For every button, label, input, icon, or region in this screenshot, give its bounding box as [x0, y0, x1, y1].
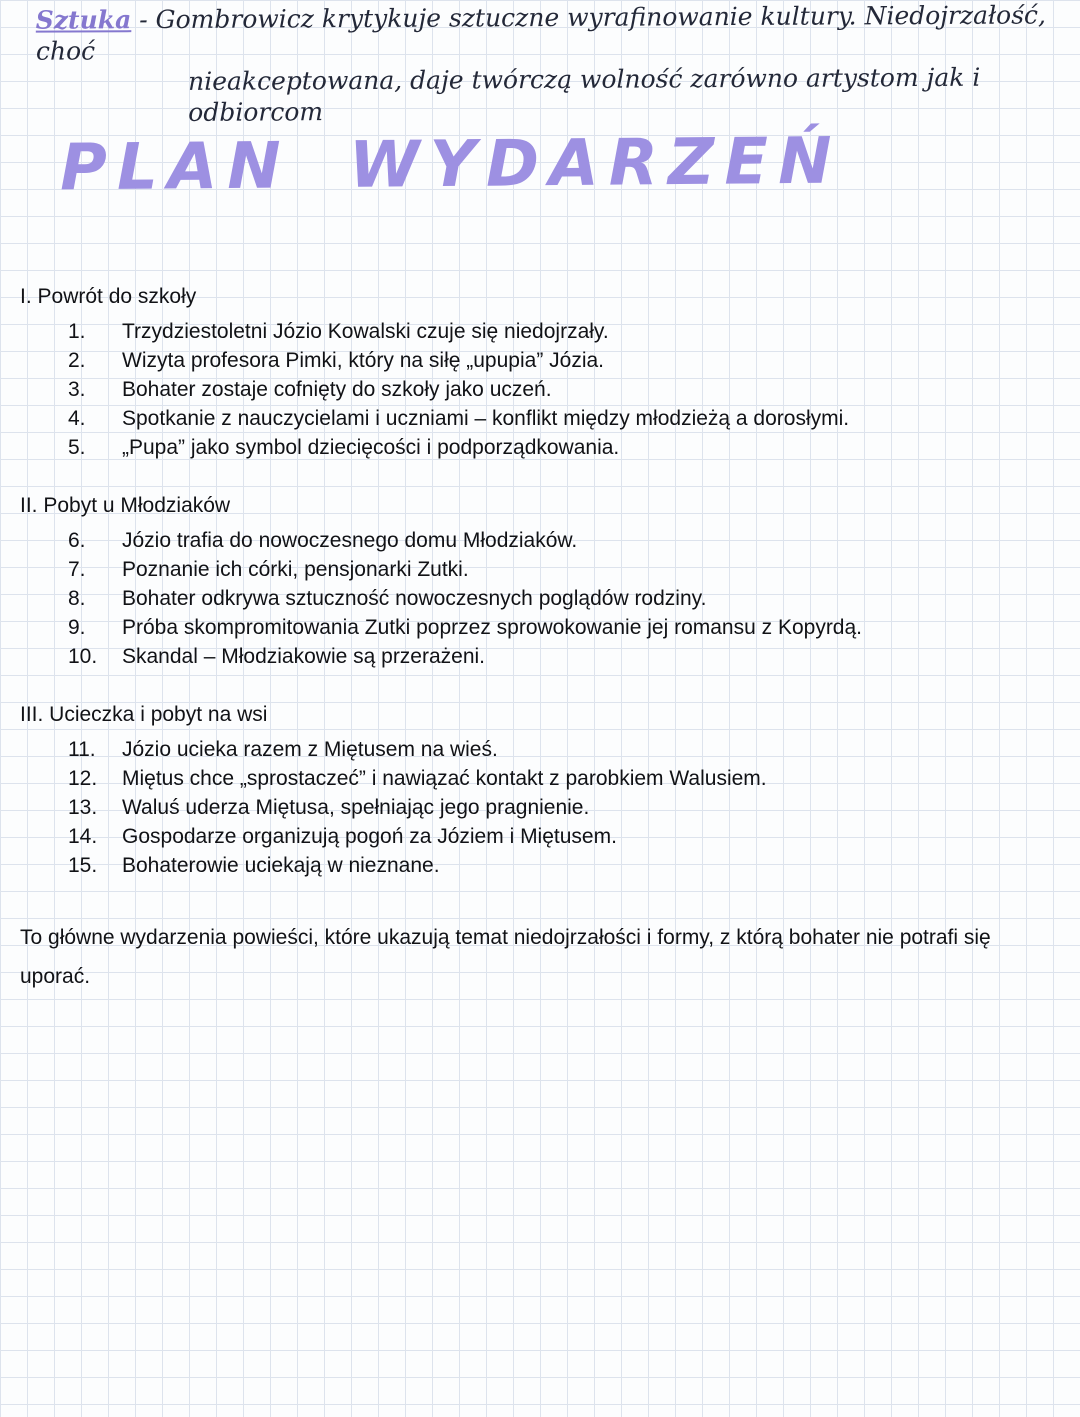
item-text: Waluś uderza Miętusa, spełniając jego pragnienie.: [122, 796, 590, 819]
item-text: Miętus chce „sprostaczeć” i nawiązać kontakt z parobkiem Walusiem.: [122, 767, 767, 790]
list-item: [20, 793, 1056, 822]
list-item: [20, 764, 1056, 793]
list-item: [20, 584, 1056, 613]
section-3: [20, 700, 1056, 880]
list-item: [20, 346, 1056, 375]
section-heading: III. Ucieczka i pobyt na wsi: [20, 703, 268, 726]
annotation-lead-word: Sztuka: [35, 5, 132, 35]
item-text: Józio ucieka razem z Miętusem na wieś.: [122, 738, 498, 761]
list-item: [20, 375, 1056, 404]
list-item: [20, 555, 1056, 584]
item-number: 3.: [68, 378, 86, 401]
list-item: [20, 642, 1056, 671]
list-item: [20, 526, 1056, 555]
section-1: [20, 282, 1056, 462]
annotation-line-2: nieakceptowana, daje twórczą wolność zarówno artystom jak i odbiorcom: [188, 62, 981, 127]
item-text: „Pupa” jako symbol dziecięcości i podporządkowania.: [122, 436, 620, 459]
list-item: [20, 404, 1056, 433]
item-text: Poznanie ich córki, pensjonarki Zutki.: [122, 558, 469, 581]
item-number: 11.: [68, 738, 96, 761]
item-text: Próba skompromitowania Zutki poprzez sprowokowanie jej romansu z Kopyrdą.: [122, 616, 863, 639]
item-text: Skandal – Młodziakowie są przerażeni.: [122, 645, 486, 668]
item-number: 15.: [68, 854, 98, 877]
item-text: Gospodarze organizują pogoń za Józiem i Miętusem.: [122, 825, 617, 848]
outline-content: [20, 282, 1056, 1017]
item-text: Wizyta profesora Pimki, który na siłę „upupia” Józia.: [122, 349, 605, 372]
item-text: Józio trafia do nowoczesnego domu Młodziaków.: [122, 529, 578, 552]
section-1-list: [20, 317, 1056, 462]
item-text: Bohater zostaje cofnięty do szkoły jako uczeń.: [122, 378, 552, 401]
page-title: PLAN WYDARZEŃ: [59, 124, 842, 206]
item-number: 13.: [68, 796, 98, 819]
item-text: Bohater odkrywa sztuczność nowoczesnych poglądów rodziny.: [122, 587, 707, 610]
item-number: 7.: [68, 558, 86, 581]
section-3-list: [20, 735, 1056, 880]
section-2: [20, 491, 1056, 671]
list-item: [20, 317, 1056, 346]
item-text: Trzydziestoletni Józio Kowalski czuje się niedojrzały.: [122, 320, 609, 343]
section-heading: II. Pobyt u Młodziaków: [20, 494, 231, 517]
handwritten-annotation: [36, 0, 1061, 129]
list-item: [20, 433, 1056, 462]
item-number: 12.: [68, 767, 98, 790]
section-heading: I. Powrót do szkoły: [20, 285, 197, 308]
item-number: 5.: [68, 436, 86, 459]
item-number: 8.: [68, 587, 86, 610]
item-number: 2.: [68, 349, 86, 372]
summary-paragraph: To główne wydarzenia powieści, które ukazują temat niedojrzałości i formy, z którą bohater nie potrafi się uporać.: [20, 926, 991, 988]
list-item: [20, 613, 1056, 642]
item-number: 6.: [68, 529, 86, 552]
item-number: 4.: [68, 407, 86, 430]
item-number: 10.: [68, 645, 98, 668]
annotation-line-1-text: - Gombrowicz krytykuje sztuczne wyrafinowanie kultury. Niedojrzałość, choć: [35, 0, 1047, 66]
item-number: 1.: [68, 320, 86, 343]
item-number: 14.: [68, 825, 98, 848]
item-number: 9.: [68, 616, 86, 639]
section-2-list: [20, 526, 1056, 671]
list-item: [20, 822, 1056, 851]
item-text: Bohaterowie uciekają w nieznane.: [122, 854, 440, 877]
list-item: [20, 851, 1056, 880]
item-text: Spotkanie z nauczycielami i uczniami – konflikt między młodzieżą a dorosłymi.: [122, 407, 850, 430]
annotation-line-1: [36, 0, 1060, 67]
list-item: [20, 735, 1056, 764]
